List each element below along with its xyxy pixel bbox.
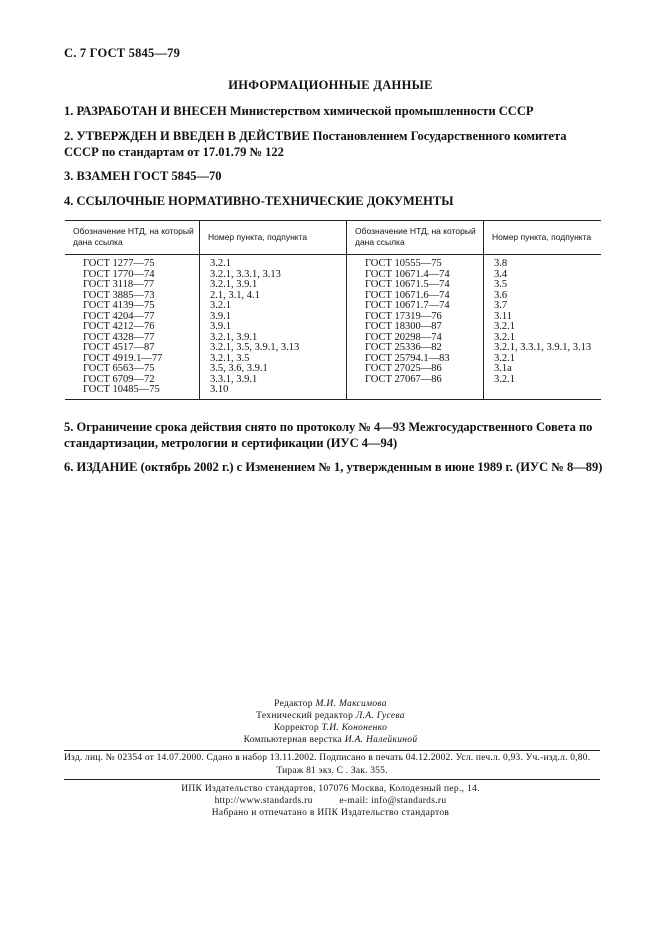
ntd-designation-cell: ГОСТ 25336—82	[347, 343, 484, 354]
divider	[64, 750, 600, 751]
clause-number-cell: 3.4	[494, 268, 508, 280]
clause-number-cell: 3.1а	[494, 363, 512, 374]
clause-number-cell: 3.5, 3.6, 3.9.1	[200, 364, 347, 375]
table-row	[65, 385, 601, 399]
item-text: Постановлением Государственного комитета СССР по стандартам от 17.01.79 № 122	[64, 129, 567, 159]
ntd-designation-cell: ГОСТ 27025—86	[347, 364, 484, 375]
credit-layout: Компьютерная верстка И.А. Налейкиной	[243, 735, 418, 745]
table-row	[65, 280, 601, 291]
clause-number-cell: 3.2.1, 3.5	[200, 354, 347, 365]
ntd-designation-cell: ГОСТ 10555—75	[347, 255, 484, 270]
ntd-designation-cell: ГОСТ 10671.6—74	[347, 291, 484, 302]
info-item-5	[64, 419, 604, 451]
credit-tech-editor: Технический редактор Л.А. Гусева	[256, 711, 405, 721]
ntd-designation-cell: ГОСТ 4204—77	[65, 312, 200, 323]
table-row	[65, 255, 601, 270]
credit-proofreader: Корректор Т.И. Кононенко	[273, 723, 388, 733]
credit-editor: Редактор М.И. Максимова	[274, 699, 387, 709]
clause-number-cell: 3.2.1	[494, 373, 515, 385]
item-lead: ССЫЛОЧНЫЕ НОРМАТИВНО-ТЕХНИЧЕСКИЕ ДОКУМЕНТЫ	[76, 194, 454, 208]
item-number: 2.	[64, 129, 74, 143]
column-header-clause: Номер пункта, подпункта	[484, 221, 602, 255]
ntd-designation-cell: ГОСТ 4517—87	[65, 343, 200, 354]
item-text: ИЗДАНИЕ (октябрь 2002 г.) с Изменением № 1, утвержденным в июне 1989 г. (ИУС № 8—89)	[76, 460, 603, 474]
ntd-designation-cell: ГОСТ 3885—73	[65, 291, 200, 302]
ntd-designation-cell: ГОСТ 20298—74	[347, 333, 484, 344]
info-item-1	[64, 103, 604, 119]
publisher-address: ИПК Издательство стандартов, 107076 Москва, Колодезный пер., 14.	[181, 784, 480, 794]
clause-number-cell: 3.2.1, 3.3.1, 3.13	[200, 270, 347, 281]
ntd-designation-cell	[347, 385, 484, 399]
ntd-designation-cell: ГОСТ 10671.5—74	[347, 280, 484, 291]
clause-number-cell: 3.11	[494, 310, 512, 322]
item-number: 3.	[64, 169, 74, 183]
clause-number-cell: 3.5	[494, 279, 508, 290]
info-item-6	[64, 459, 604, 475]
table-row	[65, 301, 601, 312]
reference-documents-table	[65, 220, 601, 400]
info-item-2	[64, 128, 604, 160]
print-run: Тираж 81 экз. С . Зак. 355.	[276, 766, 388, 776]
ntd-designation-cell: ГОСТ 6709—72	[65, 375, 200, 386]
ntd-designation-cell: ГОСТ 4212—76	[65, 322, 200, 333]
printer-note: Набрано и отпечатано в ИПК Издательство стандартов	[211, 808, 450, 818]
table-header-row	[65, 221, 601, 255]
ntd-designation-cell: ГОСТ 10485—75	[65, 385, 200, 399]
clause-number-cell	[484, 385, 602, 399]
ntd-designation-cell: ГОСТ 27067—86	[347, 375, 484, 386]
item-text: Ограничение срока действия снято по протоколу № 4—93 Межгосударственного Совета по стандартизации, метрологии и сертификации (ИУС 4—94)	[64, 420, 593, 450]
section-title: ИНФОРМАЦИОННЫЕ ДАННЫЕ	[228, 78, 433, 92]
ntd-designation-cell: ГОСТ 18300—87	[347, 322, 484, 333]
item-lead: ВЗАМЕН ГОСТ 5845—70	[76, 169, 222, 183]
clause-number-cell: 3.2.1	[200, 301, 347, 312]
clause-number-cell: 3.10	[200, 385, 347, 399]
ntd-designation-cell: ГОСТ 4139—75	[65, 301, 200, 312]
item-number: 1.	[64, 104, 74, 118]
clause-number-cell: 2.1, 3.1, 4.1	[200, 291, 347, 302]
ntd-designation-cell: ГОСТ 3118—77	[65, 280, 200, 291]
ntd-designation-cell: ГОСТ 4919.1—77	[65, 354, 200, 365]
clause-number-cell: 3.7	[494, 300, 508, 311]
table-row	[65, 322, 601, 333]
clause-number-cell: 3.2.1	[494, 321, 515, 332]
table-row	[65, 343, 601, 354]
item-lead: РАЗРАБОТАН И ВНЕСЕН	[76, 104, 227, 118]
column-header-clause: Номер пункта, подпункта	[200, 221, 347, 255]
table-row	[65, 364, 601, 375]
column-header-ntd: Обозначение НТД, на который дана ссылка	[65, 221, 200, 255]
divider	[64, 779, 600, 780]
item-number: 6.	[64, 460, 74, 474]
item-number: 4.	[64, 194, 74, 208]
publisher-imprint	[0, 783, 661, 819]
ntd-designation-cell: ГОСТ 10671.4—74	[347, 270, 484, 281]
item-text: Министерством химической промышленности СССР	[229, 104, 534, 118]
ntd-designation-cell: ГОСТ 17319—76	[347, 312, 484, 323]
item-lead: УТВЕРЖДЕН И ВВЕДЕН В ДЕЙСТВИЕ	[76, 129, 310, 143]
clause-number-cell: 3.9.1	[200, 312, 347, 323]
clause-number-cell: 3.2.1	[200, 255, 347, 270]
ntd-designation-cell: ГОСТ 1277—75	[65, 255, 200, 270]
clause-number-cell: 3.3.1, 3.9.1	[200, 375, 347, 386]
ntd-designation-cell: ГОСТ 10671.7—74	[347, 301, 484, 312]
column-header-ntd: Обозначение НТД, на который дана ссылка	[347, 221, 484, 255]
clause-number-cell: 3.6	[494, 289, 508, 301]
ntd-designation-cell: ГОСТ 4328—77	[65, 333, 200, 344]
clause-number-cell: 3.2.1	[494, 352, 515, 364]
clause-number-cell: 3.9.1	[200, 322, 347, 333]
clause-number-cell: 3.2.1, 3.3.1, 3.9.1, 3.13	[494, 342, 592, 353]
ntd-designation-cell: ГОСТ 25794.1—83	[347, 354, 484, 365]
info-item-4	[64, 193, 604, 209]
clause-number-cell: 3.2.1, 3.9.1	[200, 333, 347, 344]
publisher-web: http://www.standards.ru e-mail: info@standards.ru	[214, 796, 447, 806]
clause-number-cell: 3.2.1	[494, 331, 515, 343]
item-number: 5.	[64, 420, 74, 434]
ntd-designation-cell: ГОСТ 6563—75	[65, 364, 200, 375]
page-header: С. 7 ГОСТ 5845—79	[64, 46, 181, 60]
info-item-3	[64, 168, 604, 184]
editorial-credits	[0, 698, 661, 746]
clause-number-cell: 3.8	[494, 258, 508, 269]
ntd-designation-cell: ГОСТ 1770—74	[65, 270, 200, 281]
publication-details: Изд. лиц. № 02354 от 14.07.2000. Сдано в набор 13.11.2002. Подписано в печать 04.12.2002. Усл. печ.л. 0,93. Уч.-изд.л. 0,80.	[64, 753, 591, 763]
clause-number-cell: 3.2.1, 3.9.1	[200, 280, 347, 291]
clause-number-cell: 3.2.1, 3.5, 3.9.1, 3.13	[200, 343, 347, 354]
